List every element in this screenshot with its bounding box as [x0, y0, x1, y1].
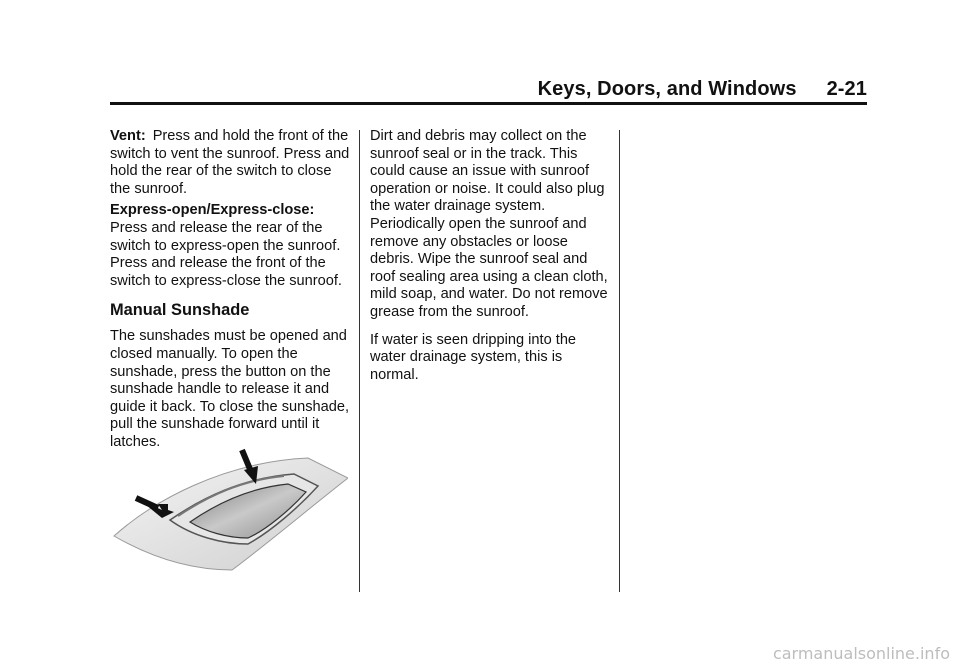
express-text: Press and release the rear of the switch to express-open the sunroof. Press and release the front of the switch to express-close the sunroof. [110, 219, 342, 289]
vent-text: Press and hold the front of the switch to vent the sunroof. Press and hold the rear of the switch to close the sunroof. [110, 128, 350, 197]
vent-label: Vent: [110, 128, 146, 144]
debris-paragraph: Dirt and debris may collect on the sunroof seal or in the track. This could cause an issue with sunroof operation or noise. It could also plug the water drainage system. Periodically open the sunroof and remove any obstacles or loose debris. Wipe the sunroof seal and roof sealing area using a clean cloth, mild soap, and water. Do not remove grease from the sunroof. [370, 128, 608, 320]
middle-column [370, 128, 610, 388]
express-label: Express-open/Express-close: [110, 202, 315, 219]
vent-paragraph [110, 128, 350, 198]
page-header [110, 78, 867, 102]
page-number: 2-21 [826, 78, 867, 100]
watermark: carmanualsonline.info [772, 644, 950, 663]
sunshade-paragraph: The sunshades must be opened and closed manually. To open the sunshade, press the button on the sunshade handle to release it and guide it back. To close the sunshade, pull the sunshade forward until it latches. [110, 328, 350, 450]
sunshade-heading: Manual Sunshade [110, 301, 250, 320]
express-paragraph [110, 202, 350, 290]
column-divider-left [359, 130, 360, 592]
sunroof-illustration-icon [112, 448, 348, 572]
water-paragraph: If water is seen dripping into the water drainage system, this is normal. [370, 331, 577, 383]
column-divider-right [619, 130, 620, 592]
section-title: Keys, Doors, and Windows [537, 78, 797, 100]
header-rule [110, 102, 867, 105]
left-column [110, 128, 350, 456]
